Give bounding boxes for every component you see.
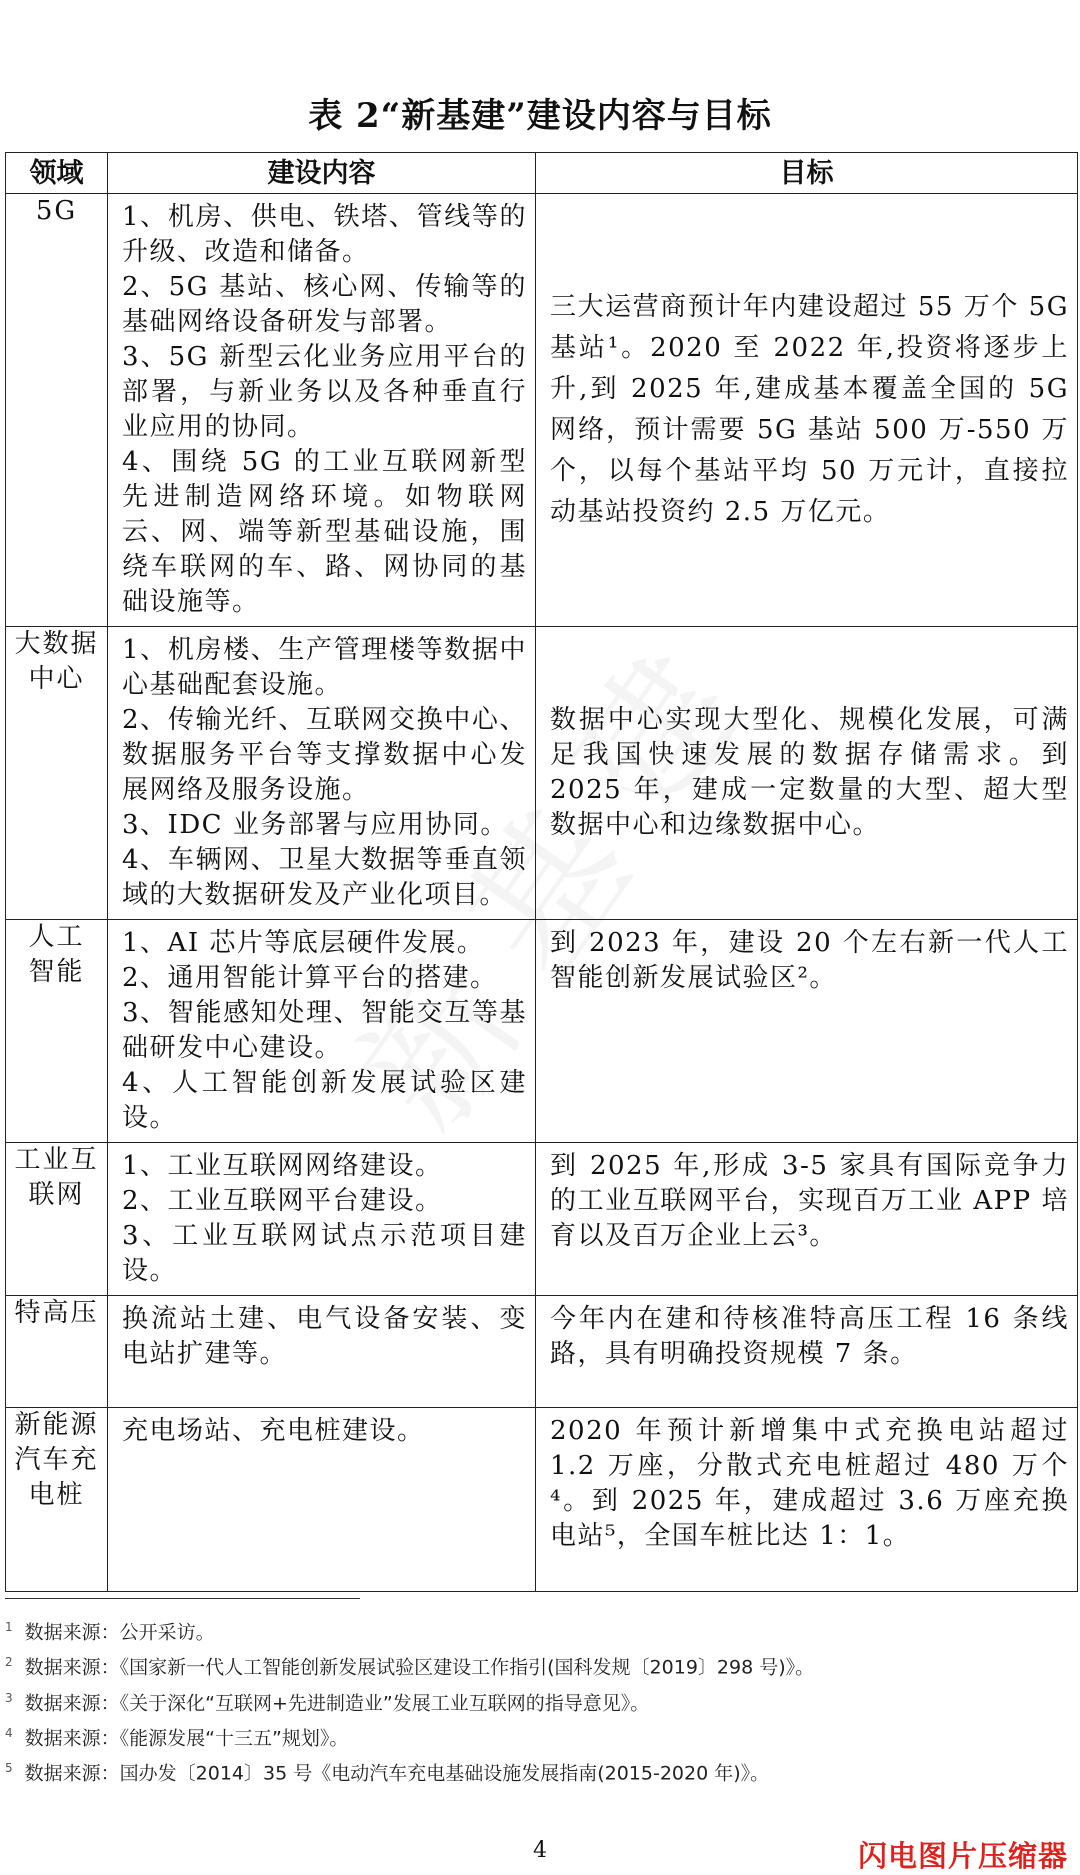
table-row (6, 194, 1078, 627)
target-cell (536, 920, 1078, 1143)
domain-cell (6, 627, 108, 920)
content-cell (108, 1408, 536, 1592)
footnote-number: 3 (5, 1690, 13, 1705)
footnote-number: 1 (5, 1620, 13, 1634)
target-cell (536, 194, 1078, 627)
domain-label: 人工 (28, 922, 85, 952)
content-item: 3、工业互联网试点示范项目建设。 (122, 1221, 527, 1286)
footnote (5, 1683, 1065, 1718)
footnote-text: 数据来源：国办发〔2014〕35 号《电动汽车充电基础设施发展指南(2015-2020 年)》。 (24, 1762, 770, 1785)
target-cell (536, 627, 1078, 920)
footnote-number: 5 (5, 1761, 13, 1776)
content-item: 2、传输光纤、互联网交换中心、数据服务平台等支撑数据中心发展网络及服务设施。 (122, 705, 527, 805)
content-item: 换流站土建、电气设备安装、变电站扩建等。 (122, 1304, 527, 1369)
domain-cell (6, 194, 108, 627)
page-number: 4 (533, 1838, 547, 1863)
footnote (5, 1753, 1065, 1788)
domain-cell (6, 1408, 108, 1592)
target-text: 到 2023 年，建设 20 个左右新一代人工智能创新发展试验区²。 (550, 928, 1069, 993)
content-item: 4、人工智能创新发展试验区建设。 (122, 1068, 527, 1133)
domain-cell (6, 920, 108, 1143)
footnote-number: 2 (5, 1655, 13, 1670)
content-item: 1、AI 芯片等底层硬件发展。 (122, 928, 485, 958)
table-title: 表 2“新基建”建设内容与目标 (308, 96, 772, 136)
target-text: 今年内在建和待核准特高压工程 16 条线路，具有明确投资规模 7 条。 (550, 1304, 1069, 1369)
content-cell (108, 920, 536, 1143)
content-cell (108, 1296, 536, 1408)
brand-watermark: 闪电图片压缩器 (857, 1839, 1068, 1873)
content-cell (108, 194, 536, 627)
infrastructure-table (5, 152, 1078, 1592)
domain-label: 汽车充 (14, 1445, 99, 1475)
target-text: 数据中心实现大型化、规模化发展，可满足我国快速发展的数据存储需求。到 2025 年，建成一定数量的大型、超大型数据中心和边缘数据中心。 (550, 705, 1069, 840)
content-cell (108, 1143, 536, 1296)
content-item: 4、车辆网、卫星大数据等垂直领域的大数据研发及产业化项目。 (122, 845, 527, 910)
domain-cell (6, 1143, 108, 1296)
footnotes (5, 1612, 1065, 1789)
content-item: 3、IDC 业务部署与应用协同。 (122, 810, 508, 840)
table-header-row (6, 153, 1078, 194)
table-row (6, 1408, 1078, 1592)
target-cell (536, 1296, 1078, 1408)
domain-label: 大数据 (14, 629, 99, 659)
domain-label: 新能源 (14, 1410, 99, 1440)
content-item: 3、5G 新型云化业务应用平台的部署，与新业务以及各种垂直行业应用的协同。 (122, 342, 527, 442)
table-row (6, 1296, 1078, 1408)
table-row (6, 920, 1078, 1143)
table-row (6, 1143, 1078, 1296)
domain-label: 智能 (28, 957, 85, 987)
footnote-text: 数据来源：《能源发展“十三五”规划》。 (24, 1727, 349, 1750)
content-item: 2、通用智能计算平台的搭建。 (122, 963, 498, 993)
domain-label: 5G (35, 196, 78, 226)
target-text: 到 2025 年,形成 3-5 家具有国际竞争力的工业互联网平台，实现百万工业 APP 培育以及百万企业上云³。 (550, 1151, 1069, 1251)
content-item: 2、工业互联网平台建设。 (122, 1186, 443, 1216)
footnote (5, 1718, 1065, 1753)
domain-label: 中心 (28, 664, 85, 694)
footnote-text: 数据来源：《国家新一代人工智能创新发展试验区建设工作指引(国科发规〔2019〕298 号)》。 (24, 1656, 815, 1679)
footnote-divider (5, 1598, 360, 1599)
content-item: 充电场站、充电桩建设。 (122, 1416, 425, 1446)
content-item: 1、工业互联网网络建设。 (122, 1151, 443, 1181)
domain-cell (6, 1296, 108, 1408)
footnote-text: 数据来源：《关于深化“互联网+先进制造业”发展工业互联网的指导意见》。 (24, 1691, 650, 1714)
content-item: 1、机房楼、生产管理楼等数据中心基础配套设施。 (122, 635, 527, 700)
content-item: 1、机房、供电、铁塔、管线等的升级、改造和储备。 (122, 202, 527, 267)
content-cell (108, 627, 536, 920)
header-content: 建设内容 (108, 153, 536, 194)
footnote (5, 1647, 1065, 1682)
target-text: 2020 年预计新增集中式充换电站超过 1.2 万座，分散式充电桩超过 480 万个⁴。到 2025 年，建成超过 3.6 万座充换电站⁵，全国车桩比达 1：1。 (550, 1416, 1069, 1551)
domain-label: 联网 (28, 1180, 85, 1210)
header-target: 目标 (536, 153, 1078, 194)
content-item: 2、5G 基站、核心网、传输等的基础网络设备研发与部署。 (122, 272, 527, 337)
domain-label: 工业互 (14, 1145, 99, 1175)
target-text: 三大运营商预计年内建设超过 55 万个 5G 基站¹。2020 至 2022 年,投资将逐步上升,到 2025 年,建成基本覆盖全国的 5G 网络，预计需要 5G 基站 500 万-550 万个，以每个基站平均 50 万元计，直接拉动基站投资约 2.5 万亿元。 (550, 292, 1069, 527)
domain-label: 电桩 (28, 1480, 85, 1510)
footnote (5, 1612, 1065, 1647)
target-cell (536, 1143, 1078, 1296)
target-cell (536, 1408, 1078, 1592)
footnote-number: 4 (5, 1725, 13, 1740)
domain-label: 特高压 (14, 1298, 99, 1328)
header-domain: 领域 (6, 153, 108, 194)
table-row (6, 627, 1078, 920)
content-item: 4、围绕 5G 的工业互联网新型先进制造网络环境。如物联网云、网、端等新型基础设施，围绕车联网的车、路、网协同的基础设施等。 (122, 447, 527, 617)
content-item: 3、智能感知处理、智能交互等基础研发中心建设。 (122, 998, 527, 1063)
footnote-text: 数据来源：公开采访。 (24, 1621, 215, 1644)
